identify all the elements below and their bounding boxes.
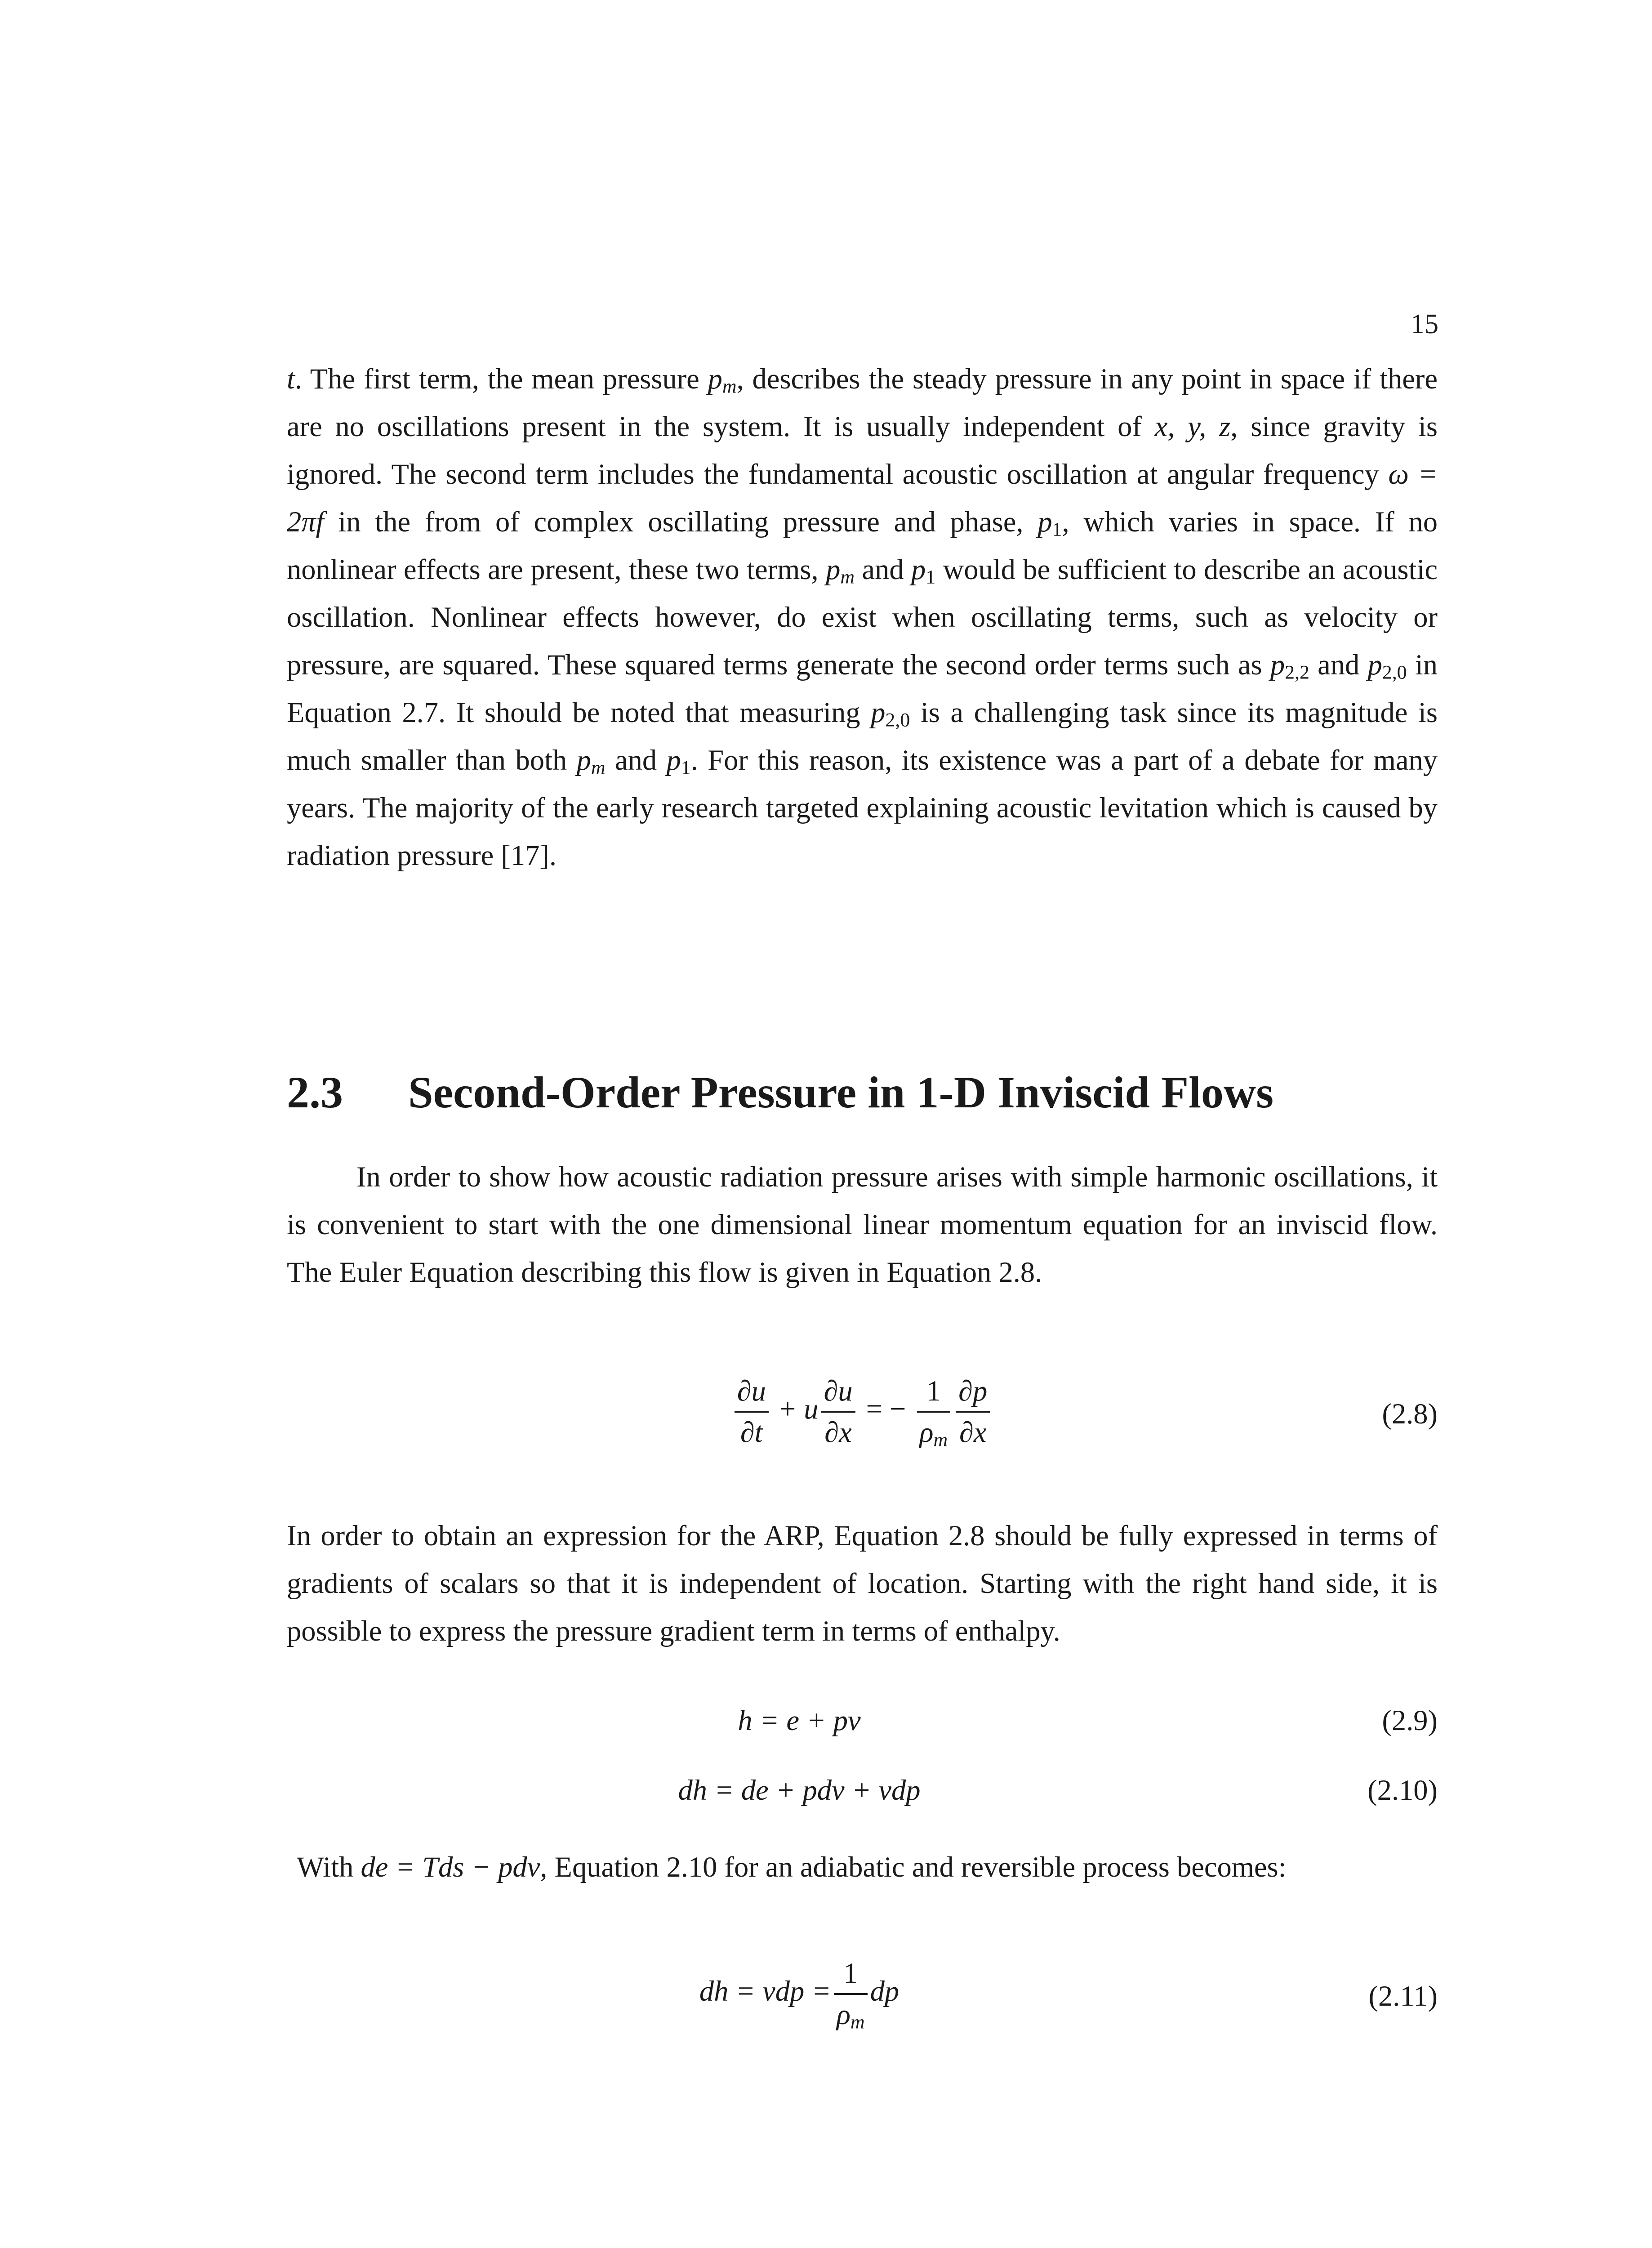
fraction-one-over-rho: $\frac{1}{\rho_m}$ xyxy=(917,1371,951,1452)
equation-2-9-label: (2.9) xyxy=(1382,1704,1438,1736)
equation-2-11-label: (2.11) xyxy=(1368,1980,1438,2012)
paragraph-euler-intro xyxy=(287,1153,1438,1296)
paragraph-3-text: In order to obtain an expression for the ARP, Equation 2.8 should be fully expressed in terms of gradients of scalars so that it is independent of location. Starting with the right hand side, it is possible to express the pressure gradient term in terms of enthalpy. xyxy=(287,1520,1438,1647)
equation-2-8-label: (2.8) xyxy=(1382,1398,1438,1430)
page-number: 15 xyxy=(1411,309,1438,339)
paragraph-adiabatic xyxy=(287,1843,1438,1891)
equation-2-10-label: (2.10) xyxy=(1367,1774,1438,1806)
equation-2-10-body: dh = de + pdv + vdp xyxy=(678,1774,921,1806)
paragraph-2-text: In order to show how acoustic radiation pressure arises with simple harmonic oscillations, it is convenient to start with the one dimensional linear momentum equation for an inviscid flow. The Euler Equation describing this flow is given in Equation 2.8. xyxy=(287,1161,1438,1288)
paragraph-4-text: With de = Tds − pdv, Equation 2.10 for an adiabatic and reversible process becomes: xyxy=(297,1851,1287,1883)
paragraph-intro xyxy=(287,355,1438,879)
equation-2-9 xyxy=(287,1704,1438,1752)
equation-2-11 xyxy=(287,1954,1438,2061)
section-title: Second-Order Pressure in 1-D Inviscid Flows xyxy=(408,1067,1274,1117)
fraction-du-dx: $\frac{\partial u}{\partial x}$ xyxy=(821,1371,855,1452)
equation-2-10 xyxy=(287,1774,1438,1821)
equation-2-11-body: dh = vdp = $\frac{1}{\rho_m}$ dp xyxy=(161,1954,1438,2034)
paragraph-arp xyxy=(287,1512,1438,1655)
equation-2-8 xyxy=(287,1371,1438,1479)
fraction-dp-dx: $\frac{\partial p}{\partial x}$ xyxy=(956,1371,990,1452)
fraction-du-dt: $\frac{\partial u}{\partial t}$ xyxy=(735,1371,769,1452)
equation-2-9-body: h = e + pv xyxy=(738,1704,861,1736)
fraction-one-over-rho-m: $\frac{1}{\rho_m}$ xyxy=(834,1954,868,2034)
equation-2-8-body: $\frac{\partial u}{\partial t}$ + u $\frac{\partial u}{\partial x}$ = − $\frac{1}{\rho_m}$ $\frac{\partial p}{\partial x}$ xyxy=(287,1371,1438,1452)
paragraph-1-text: t. The first term, the mean pressure $p_m$, describes the steady pressure in any point in space if there are no oscillations present in the system. It is usually independent of x, y, z, since gravity is ignored. The second term includes the fundamental acoustic oscillation at angular frequency ω = 2πf in the from of complex oscillating pressure and phase, $p_1$, which varies in space. If no nonlinear effects are present, these two terms, $p_m$ and $p_1$ would be sufficient to describe an acoustic oscillation. Nonlinear effects however, do exist when oscillating terms, such as velocity or pressure, are squared. These squared terms generate the second order terms such as $p_{2,2}$ and $p_{2,0}$ in Equation 2.7. It should be noted that measuring $p_{2,0}$ is a challenging task since its magnitude is much smaller than both $p_m$ and $p_1$. For this reason, its existence was a part of a debate for many years. The majority of the early research targeted explaining acoustic levitation which is caused by radiation pressure [17]. xyxy=(287,363,1438,871)
section-number: 2.3 xyxy=(287,1067,343,1117)
section-heading xyxy=(287,1067,1456,1117)
